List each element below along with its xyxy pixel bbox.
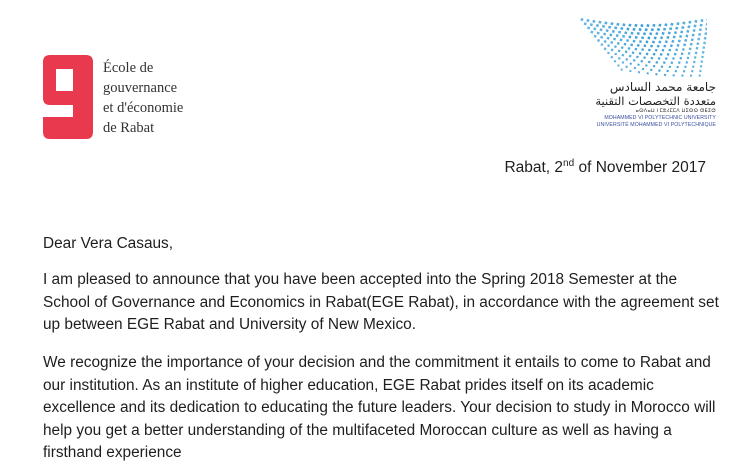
um6p-french-line: UNIVERSITÉ MOHAMMED VI POLYTECHNIQUE: [596, 122, 716, 128]
ege-name: [103, 58, 183, 138]
um6p-arabic-line2: متعددة التخصصات التقنية: [595, 94, 716, 108]
ege-name-line: de Rabat: [103, 120, 155, 136]
paragraph-recognition: We recognize the importance of your decision and the commitment it entails to come to Rabat and our institution. As an institute of higher education, EGE Rabat prides itself on its academic excellence and its dedication to educating the future leaders. Your decision to study in Morocco will help you get a better understanding of the multifaceted Moroccan culture as well as having a firsthand experience: [43, 354, 716, 461]
ege-name-line: et d'économie: [103, 100, 184, 116]
um6p-name: [566, 80, 716, 129]
um6p-arabic-line1: جامعة محمد السادس: [609, 80, 716, 94]
letter-date: [504, 158, 706, 177]
um6p-logo-mark: [579, 14, 707, 78]
ege-name-line: École de: [103, 60, 154, 76]
date-suffix: of November 2017: [574, 159, 706, 176]
um6p-english-line: MOHAMMED VI POLYTECHNIC UNIVERSITY: [604, 115, 716, 121]
ege-logo-mark: [43, 55, 93, 139]
ege-name-line: gouvernance: [103, 80, 178, 96]
date-prefix: Rabat, 2: [504, 159, 564, 176]
um6p-tifinagh-line: ⴰⵙⴷⴰⵡ ⵏ ⵎⵓⵃⵎⵎⴷ ⵡⵉⵙⵙ ⵚⴹⵉⵚ: [635, 108, 716, 114]
paragraph-acceptance: I am pleased to announce that you have been accepted into the Spring 2018 Semester at the School of Governance and Economics in Rabat(EGE Rabat), in accordance with the agreement set up between EGE Rabat and University of New Mexico.: [43, 271, 719, 333]
date-ordinal: nd: [563, 158, 575, 169]
salutation: Dear Vera Casaus,: [43, 235, 174, 252]
